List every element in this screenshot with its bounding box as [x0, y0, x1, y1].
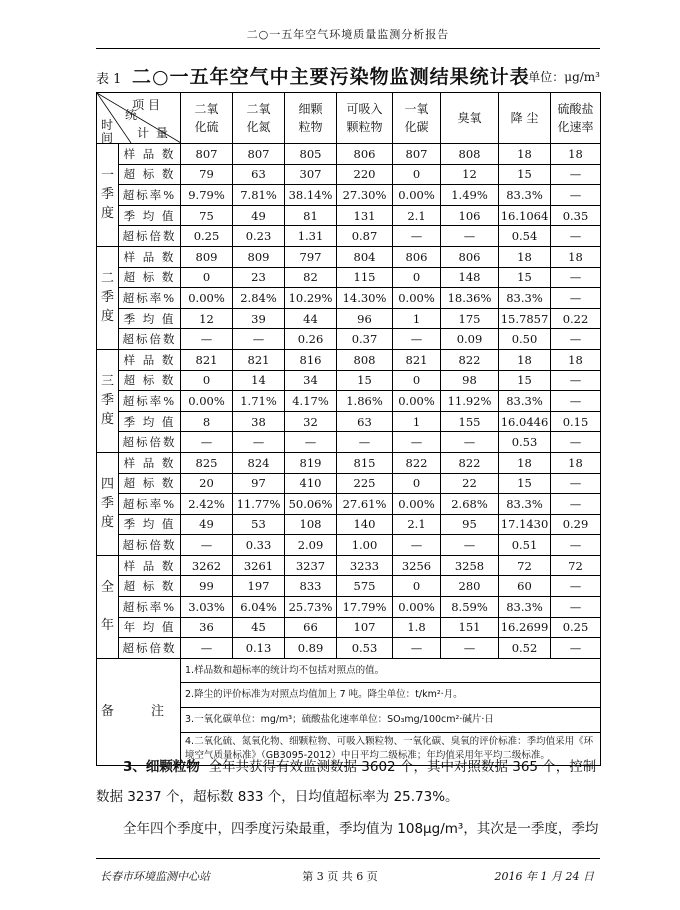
note-1: 1.样品数和超标率的统计均不包括对照点的值。: [181, 658, 601, 683]
table-cell: 98: [441, 370, 499, 391]
table-cell: 0.25: [551, 617, 601, 638]
table-row: [97, 391, 601, 412]
table-cell: 809: [181, 246, 233, 267]
table-cell: 806: [393, 246, 441, 267]
table-cell: 82: [285, 267, 337, 288]
table-number: 表 1: [96, 72, 122, 87]
table-cell: 23: [233, 267, 285, 288]
table-cell: 797: [285, 246, 337, 267]
table-row: [97, 205, 601, 226]
footer-date: 2016 年 1 月 24 日: [494, 870, 594, 883]
table-cell: 15: [499, 164, 551, 185]
table-cell: 821: [233, 349, 285, 370]
table-cell: —: [551, 432, 601, 453]
table-cell: 18: [499, 246, 551, 267]
table-cell: —: [551, 267, 601, 288]
table-cell: 6.04%: [233, 597, 285, 618]
table-cell: 0.87: [337, 226, 393, 247]
table-title: 二○一五年空气中主要污染物监测结果统计表: [132, 66, 530, 88]
row-label: 超标率%: [119, 494, 181, 515]
row-label: 季 均 值: [119, 514, 181, 535]
table-cell: 15: [337, 370, 393, 391]
table-row: [97, 246, 601, 267]
table-cell: 816: [285, 349, 337, 370]
diagonal-header-cell: [97, 93, 181, 144]
footer-page: 第 3 页 共 6 页: [302, 870, 378, 883]
row-label: 超标倍数: [119, 432, 181, 453]
table-cell: 0.53: [337, 638, 393, 659]
row-label: 超标倍数: [119, 226, 181, 247]
table-cell: 2.84%: [233, 288, 285, 309]
row-label: 年 均 值: [119, 617, 181, 638]
notes-label: 备 注: [97, 658, 181, 765]
table-cell: 17.79%: [337, 597, 393, 618]
row-label: 超标倍数: [119, 329, 181, 350]
table-cell: 83.3%: [499, 494, 551, 515]
table-cell: 0.52: [499, 638, 551, 659]
row-label: 样 品 数: [119, 452, 181, 473]
table-cell: 0.00%: [393, 185, 441, 206]
table-cell: 18.36%: [441, 288, 499, 309]
table-cell: 83.3%: [499, 391, 551, 412]
table-cell: 108: [285, 514, 337, 535]
table-cell: 45: [233, 617, 285, 638]
column-header: 可吸入 颗粒物: [337, 93, 393, 144]
table-row: [97, 349, 601, 370]
table-cell: 97: [233, 473, 285, 494]
row-label: 超标倍数: [119, 535, 181, 556]
table-cell: 49: [233, 205, 285, 226]
table-cell: 410: [285, 473, 337, 494]
table-cell: 96: [337, 308, 393, 329]
header-divider: [96, 48, 600, 49]
corner-label-item: 项 目: [132, 98, 160, 112]
table-cell: 18: [499, 349, 551, 370]
table-unit: 单位：μg/m³: [528, 70, 600, 84]
table-cell: 72: [499, 555, 551, 576]
column-header: 二氧 化氮: [233, 93, 285, 144]
table-cell: 8: [181, 411, 233, 432]
row-label: 样 品 数: [119, 349, 181, 370]
table-cell: 280: [441, 576, 499, 597]
table-cell: 11.77%: [233, 494, 285, 515]
table-row: [97, 164, 601, 185]
table-cell: 0: [393, 370, 441, 391]
table-cell: 807: [233, 144, 285, 165]
table-cell: 0.37: [337, 329, 393, 350]
table-cell: —: [393, 432, 441, 453]
table-cell: 11.92%: [441, 391, 499, 412]
table-cell: 3237: [285, 555, 337, 576]
footer-org: 长春市环境监测中心站: [100, 870, 210, 883]
paragraph-1: [96, 752, 600, 812]
corner-label-time: 时 间: [101, 118, 114, 145]
table-cell: 22: [441, 473, 499, 494]
table-cell: 20: [181, 473, 233, 494]
table-cell: 131: [337, 205, 393, 226]
table-cell: 805: [285, 144, 337, 165]
note-3: 3.一氧化碳单位：mg/m³；硫酸盐化速率单位：SO₃mg/100cm²·碱片·日: [181, 708, 601, 733]
table-cell: —: [441, 535, 499, 556]
table-cell: 1.71%: [233, 391, 285, 412]
row-label: 样 品 数: [119, 246, 181, 267]
table-row: [97, 514, 601, 535]
row-label: 超 标 数: [119, 370, 181, 391]
table-cell: 18: [551, 144, 601, 165]
table-cell: 148: [441, 267, 499, 288]
column-header: 一氧 化碳: [393, 93, 441, 144]
table-cell: —: [393, 638, 441, 659]
table-cell: —: [181, 638, 233, 659]
table-cell: 151: [441, 617, 499, 638]
table-cell: 15.7857: [499, 308, 551, 329]
table-cell: 0.13: [233, 638, 285, 659]
table-cell: 25.73%: [285, 597, 337, 618]
table-row: [97, 185, 601, 206]
table-cell: —: [285, 432, 337, 453]
table-cell: 0.89: [285, 638, 337, 659]
table-cell: 819: [285, 452, 337, 473]
row-label: 季 均 值: [119, 411, 181, 432]
table-cell: 14: [233, 370, 285, 391]
table-cell: 81: [285, 205, 337, 226]
table-cell: 0.00%: [181, 288, 233, 309]
table-cell: 1.86%: [337, 391, 393, 412]
table-cell: 0.54: [499, 226, 551, 247]
table-cell: 1: [393, 411, 441, 432]
table-cell: 0.09: [441, 329, 499, 350]
table-cell: 36: [181, 617, 233, 638]
table-cell: 0: [393, 164, 441, 185]
table-cell: 0.00%: [393, 391, 441, 412]
table-cell: 3256: [393, 555, 441, 576]
table-cell: 0.15: [551, 411, 601, 432]
table-cell: 7.81%: [233, 185, 285, 206]
table-cell: 75: [181, 205, 233, 226]
table-cell: 72: [551, 555, 601, 576]
note-4: 4.二氧化硫、氮氧化物、细颗粒物、可吸入颗粒物、一氧化碳、臭氧的评价标准：季均值采用《环境空气质量标准》（GB3095-2012）中日平均二级标准；年均值采用年平均二级标准。: [181, 732, 601, 765]
table-row: [97, 226, 601, 247]
table-row: [97, 288, 601, 309]
table-cell: 0: [181, 370, 233, 391]
row-label: 超 标 数: [119, 164, 181, 185]
table-cell: 0.51: [499, 535, 551, 556]
table-cell: 17.1430: [499, 514, 551, 535]
table-cell: 1.8: [393, 617, 441, 638]
table-cell: 15: [499, 473, 551, 494]
table-cell: 27.30%: [337, 185, 393, 206]
corner-label-stat: 统: [125, 108, 138, 122]
table-cell: 4.17%: [285, 391, 337, 412]
table-cell: 809: [233, 246, 285, 267]
period-label: 全 年: [97, 555, 119, 658]
table-cell: 833: [285, 576, 337, 597]
table-cell: 0.22: [551, 308, 601, 329]
table-row: [97, 535, 601, 556]
table-cell: —: [551, 164, 601, 185]
statistics-table: [96, 92, 601, 766]
period-label: 二 季 度: [97, 246, 119, 349]
table-cell: 83.3%: [499, 185, 551, 206]
table-cell: 1.00: [337, 535, 393, 556]
row-label: 超标率%: [119, 597, 181, 618]
table-cell: 0: [393, 576, 441, 597]
table-cell: 140: [337, 514, 393, 535]
table-cell: 0.25: [181, 226, 233, 247]
table-cell: 2.42%: [181, 494, 233, 515]
table-cell: 0.53: [499, 432, 551, 453]
table-cell: 815: [337, 452, 393, 473]
table-cell: 3261: [233, 555, 285, 576]
table-cell: 18: [551, 349, 601, 370]
table-cell: 0: [181, 267, 233, 288]
corner-label-count: 计: [137, 126, 150, 140]
table-row: [97, 617, 601, 638]
table-cell: 34: [285, 370, 337, 391]
table-cell: 0.35: [551, 205, 601, 226]
table-row: [97, 452, 601, 473]
table-cell: 0.23: [233, 226, 285, 247]
table-cell: 175: [441, 308, 499, 329]
running-header: 二○一五年空气环境质量监测分析报告: [246, 28, 450, 41]
table-cell: —: [551, 473, 601, 494]
column-header: 细颗 粒物: [285, 93, 337, 144]
table-cell: 16.1064: [499, 205, 551, 226]
table-cell: 225: [337, 473, 393, 494]
table-cell: 27.61%: [337, 494, 393, 515]
period-label: 四 季 度: [97, 452, 119, 555]
table-title-row: [96, 62, 600, 90]
table-cell: 16.2699: [499, 617, 551, 638]
table-cell: 0.26: [285, 329, 337, 350]
table-cell: 15: [499, 370, 551, 391]
table-cell: 808: [441, 144, 499, 165]
table-cell: 60: [499, 576, 551, 597]
paragraph-1-text: 全年共获得有效监测数据 3602 个，其中对照数据 365 个，控制数据 3237 个，超标数 833 个，日均值超标率为 25.73%。: [96, 759, 597, 805]
table-cell: 83.3%: [499, 288, 551, 309]
table-cell: 2.1: [393, 514, 441, 535]
table-cell: 107: [337, 617, 393, 638]
table-cell: 822: [441, 452, 499, 473]
table-cell: 50.06%: [285, 494, 337, 515]
table-cell: 95: [441, 514, 499, 535]
table-cell: 220: [337, 164, 393, 185]
table-cell: 16.0446: [499, 411, 551, 432]
row-label: 季 均 值: [119, 308, 181, 329]
row-label: 样 品 数: [119, 144, 181, 165]
table-row: [97, 494, 601, 515]
table-cell: 38: [233, 411, 285, 432]
table-cell: 9.79%: [181, 185, 233, 206]
table-cell: 3233: [337, 555, 393, 576]
row-label: 超 标 数: [119, 267, 181, 288]
row-label: 超标率%: [119, 391, 181, 412]
table-cell: 10.29%: [285, 288, 337, 309]
table-cell: 63: [233, 164, 285, 185]
row-label: 超标率%: [119, 288, 181, 309]
table-cell: 115: [337, 267, 393, 288]
table-cell: 307: [285, 164, 337, 185]
table-cell: 0.50: [499, 329, 551, 350]
table-cell: 2.1: [393, 205, 441, 226]
section-heading: 3、细颗粒物: [123, 759, 200, 775]
table-cell: 0.00%: [181, 391, 233, 412]
table-cell: 0.33: [233, 535, 285, 556]
table-cell: —: [337, 432, 393, 453]
table-cell: —: [393, 535, 441, 556]
row-label: 样 品 数: [119, 555, 181, 576]
table-cell: —: [551, 226, 601, 247]
table-cell: 807: [181, 144, 233, 165]
table-cell: —: [181, 432, 233, 453]
table-cell: 0.29: [551, 514, 601, 535]
table-cell: 63: [337, 411, 393, 432]
table-cell: 18: [499, 452, 551, 473]
table-cell: 3258: [441, 555, 499, 576]
table-row: [97, 411, 601, 432]
table-cell: 821: [393, 349, 441, 370]
table-cell: 18: [551, 452, 601, 473]
table-cell: —: [393, 226, 441, 247]
table-cell: —: [233, 432, 285, 453]
table-cell: 197: [233, 576, 285, 597]
table-cell: 14.30%: [337, 288, 393, 309]
table-cell: —: [551, 288, 601, 309]
table-cell: 44: [285, 308, 337, 329]
table-cell: —: [551, 185, 601, 206]
table-cell: —: [181, 329, 233, 350]
table-cell: 155: [441, 411, 499, 432]
table-row: [97, 576, 601, 597]
table-row: [97, 370, 601, 391]
table-cell: 824: [233, 452, 285, 473]
table-cell: 3.03%: [181, 597, 233, 618]
table-row: [97, 308, 601, 329]
table-cell: —: [181, 535, 233, 556]
table-cell: 0: [393, 473, 441, 494]
table-cell: 15: [499, 267, 551, 288]
corner-label-amount: 量: [155, 126, 168, 140]
table-row: [97, 555, 601, 576]
table-cell: 66: [285, 617, 337, 638]
table-cell: 825: [181, 452, 233, 473]
table-cell: —: [441, 226, 499, 247]
table-row: [97, 597, 601, 618]
table-cell: 83.3%: [499, 597, 551, 618]
table-row: [97, 432, 601, 453]
table-cell: 1.31: [285, 226, 337, 247]
paragraph-2: 全年四个季度中，四季度污染最重，季均值为 108μg/m³，其次是一季度，季均: [123, 821, 599, 837]
table-cell: 53: [233, 514, 285, 535]
table-cell: 12: [441, 164, 499, 185]
column-header: 二氧 化硫: [181, 93, 233, 144]
row-label: 超 标 数: [119, 576, 181, 597]
table-cell: 822: [393, 452, 441, 473]
table-cell: 8.59%: [441, 597, 499, 618]
table-cell: —: [551, 535, 601, 556]
table-cell: —: [393, 329, 441, 350]
table-cell: 0: [393, 267, 441, 288]
table-cell: —: [551, 576, 601, 597]
table-row: [97, 473, 601, 494]
table-cell: 2.68%: [441, 494, 499, 515]
table-cell: 822: [441, 349, 499, 370]
table-cell: 0.00%: [393, 494, 441, 515]
row-label: 超 标 数: [119, 473, 181, 494]
table-cell: 99: [181, 576, 233, 597]
table-cell: 821: [181, 349, 233, 370]
period-label: 一 季 度: [97, 144, 119, 247]
table-cell: —: [551, 391, 601, 412]
table-cell: 804: [337, 246, 393, 267]
column-header: 硫酸盐 化速率: [551, 93, 601, 144]
row-label: 季 均 值: [119, 205, 181, 226]
table-row: [97, 267, 601, 288]
table-cell: 1: [393, 308, 441, 329]
column-header: 臭氧: [441, 93, 499, 144]
period-label: 三 季 度: [97, 349, 119, 452]
table-cell: 38.14%: [285, 185, 337, 206]
table-cell: 106: [441, 205, 499, 226]
table-cell: —: [551, 370, 601, 391]
footer-divider: [96, 858, 600, 859]
note-2: 2.降尘的评价标准为对照点均值加上 7 吨。降尘单位：t/km²·月。: [181, 683, 601, 708]
table-cell: 1.49%: [441, 185, 499, 206]
table-cell: 0.00%: [393, 597, 441, 618]
column-header: 降 尘: [499, 93, 551, 144]
table-cell: 575: [337, 576, 393, 597]
table-cell: 807: [393, 144, 441, 165]
table-cell: 39: [233, 308, 285, 329]
table-row: [97, 144, 601, 165]
table-cell: 806: [441, 246, 499, 267]
table-cell: 3262: [181, 555, 233, 576]
table-cell: —: [551, 638, 601, 659]
table-cell: 808: [337, 349, 393, 370]
table-row: [97, 638, 601, 659]
table-cell: —: [551, 494, 601, 515]
table-cell: 18: [551, 246, 601, 267]
table-cell: —: [551, 597, 601, 618]
table-cell: 32: [285, 411, 337, 432]
table-cell: 0.00%: [393, 288, 441, 309]
table-cell: —: [441, 638, 499, 659]
table-cell: 49: [181, 514, 233, 535]
row-label: 超标倍数: [119, 638, 181, 659]
table-cell: 806: [337, 144, 393, 165]
row-label: 超标率%: [119, 185, 181, 206]
table-cell: 18: [499, 144, 551, 165]
table-row: [97, 329, 601, 350]
table-cell: —: [233, 329, 285, 350]
table-cell: 12: [181, 308, 233, 329]
table-cell: —: [551, 329, 601, 350]
table-cell: 79: [181, 164, 233, 185]
table-cell: —: [441, 432, 499, 453]
table-cell: 2.09: [285, 535, 337, 556]
